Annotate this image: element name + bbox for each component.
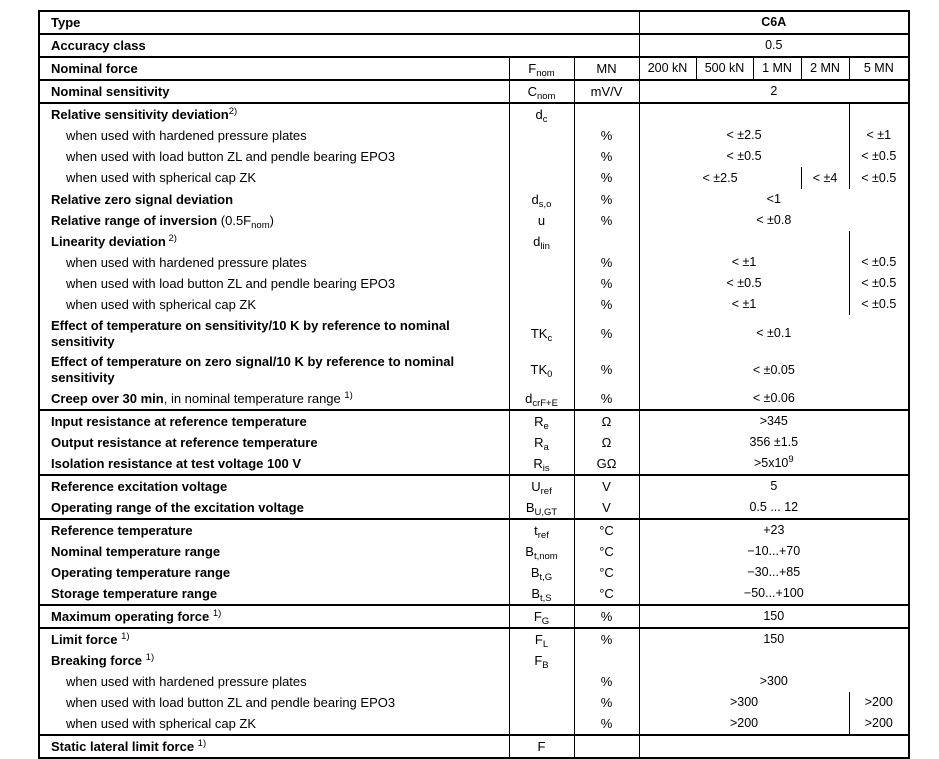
param-label: Reference excitation voltage xyxy=(51,478,228,494)
param-symbol: $R_e$ xyxy=(509,410,574,432)
param-unit: % xyxy=(574,252,639,273)
table-row-sens-dev-hardened-pressure-plates xyxy=(39,125,909,146)
param-symbol: $F_G$ xyxy=(509,605,574,628)
param-label: when used with spherical cap ZK xyxy=(66,170,257,186)
param-label: Relative sensitivity deviation$^{2)}$ xyxy=(51,105,238,122)
param-label: when used with hardened pressure plates xyxy=(66,254,307,270)
param-label: Reference temperature xyxy=(51,522,193,538)
param-symbol xyxy=(509,146,574,167)
table-row-relative-sensitivity-deviation xyxy=(39,103,909,125)
value-cell: C6A xyxy=(639,11,909,34)
value-cell xyxy=(849,103,909,125)
param-symbol xyxy=(509,125,574,146)
param-label: Operating temperature range xyxy=(51,564,231,580)
value-cell: < ±0.5 xyxy=(639,273,849,294)
param-symbol xyxy=(509,294,574,315)
param-label: Isolation resistance at test voltage 100 V xyxy=(39,453,509,475)
param-symbol xyxy=(509,252,574,273)
param-unit xyxy=(574,735,639,758)
param-label: Linearity deviation $^{2)}$ xyxy=(51,232,177,249)
value-cell: < ±0.06 xyxy=(639,388,909,410)
param-unit: °C xyxy=(574,541,639,562)
value-cell xyxy=(639,231,849,252)
table-row-limit-force xyxy=(39,628,909,650)
table-row-relative-zero-signal-deviation xyxy=(39,189,909,210)
param-symbol: $B_{t,G}$ xyxy=(509,562,574,583)
table-row-lin-dev-hardened-pressure-plates xyxy=(39,252,909,273)
table-row-nominal-force xyxy=(39,57,909,80)
param-label: when used with spherical cap ZK xyxy=(39,713,509,735)
value-cell: 2 xyxy=(639,80,909,103)
value-cell: < ±0.8 xyxy=(639,210,909,231)
param-unit: % xyxy=(574,125,639,146)
table-row-creep-over-30-min xyxy=(39,388,909,410)
value-cell: < ±0.5 xyxy=(849,167,909,189)
param-label: Accuracy class xyxy=(39,34,639,57)
param-unit: % xyxy=(574,605,639,628)
param-unit xyxy=(574,650,639,671)
table-row-lin-dev-load-button-zl xyxy=(39,273,909,294)
value-cell: <1 xyxy=(639,189,909,210)
table-row-breaking-hardened-pressure-plates xyxy=(39,671,909,692)
param-label: Nominal temperature range xyxy=(51,543,221,559)
table-row-reference-temperature xyxy=(39,519,909,541)
table-row-type xyxy=(39,11,909,34)
param-unit: % xyxy=(574,628,639,650)
param-unit: % xyxy=(574,388,639,410)
param-unit: % xyxy=(574,692,639,713)
value-cell: 500 kN xyxy=(696,57,753,80)
spec-table xyxy=(38,10,910,759)
value-cell: >300 xyxy=(639,692,849,713)
table-row-isolation-resistance xyxy=(39,453,909,475)
param-symbol: F xyxy=(509,735,574,758)
param-unit: % xyxy=(574,294,639,315)
value-cell: 150 xyxy=(639,605,909,628)
param-symbol: $F_B$ xyxy=(509,650,574,671)
param-label: when used with hardened pressure plates xyxy=(66,673,307,689)
table-row-input-resistance xyxy=(39,410,909,432)
param-label: Type xyxy=(39,11,639,34)
value-cell: −50...+100 xyxy=(639,583,909,605)
table-row-storage-temperature-range xyxy=(39,583,909,605)
table-row-operating-temperature-range xyxy=(39,562,909,583)
param-unit: GΩ xyxy=(574,453,639,475)
param-unit: mV/V xyxy=(574,80,639,103)
param-symbol: $t_{ref}$ xyxy=(509,519,574,541)
table-row-lin-dev-spherical-cap-zk xyxy=(39,294,909,315)
value-cell: 2 MN xyxy=(801,57,849,80)
param-unit: % xyxy=(574,315,639,352)
param-label: when used with load button ZL and pendle bearing EPO3 xyxy=(66,694,396,710)
table-row-operating-range-excitation-voltage xyxy=(39,497,909,519)
param-unit: °C xyxy=(574,519,639,541)
table-row-temp-effect-on-sensitivity xyxy=(39,315,909,352)
param-unit: % xyxy=(574,671,639,692)
value-cell: >300 xyxy=(639,671,909,692)
param-symbol: $C_{nom}$ xyxy=(509,80,574,103)
value-cell: >345 xyxy=(639,410,909,432)
value-cell: < ±0.5 xyxy=(849,294,909,315)
table-row-reference-excitation-voltage xyxy=(39,475,909,497)
param-symbol xyxy=(509,692,574,713)
table-row-breaking-load-button-zl xyxy=(39,692,909,713)
table-row-nominal-temperature-range xyxy=(39,541,909,562)
value-cell: >200 xyxy=(849,692,909,713)
table-row-sens-dev-spherical-cap-zk xyxy=(39,167,909,189)
value-cell: < ±0.05 xyxy=(639,352,909,388)
table-row-maximum-operating-force xyxy=(39,605,909,628)
param-label: when used with hardened pressure plates xyxy=(66,127,307,143)
param-symbol: u xyxy=(509,210,574,231)
param-unit: V xyxy=(574,475,639,497)
value-cell: 200 kN xyxy=(639,57,696,80)
param-label: Nominal force xyxy=(39,57,509,80)
table-row-temp-effect-on-zero-signal xyxy=(39,352,909,388)
value-cell: 0.5 xyxy=(639,34,909,57)
param-symbol: $F_L$ xyxy=(509,628,574,650)
param-symbol: $d_c$ xyxy=(509,103,574,125)
value-cell: 356 ±1.5 xyxy=(639,432,909,453)
param-symbol: $B_{t,S}$ xyxy=(509,583,574,605)
param-label: Input resistance at reference temperature xyxy=(51,413,307,429)
table-row-static-lateral-limit-force xyxy=(39,735,909,758)
value-cell xyxy=(849,231,909,252)
table-row-breaking-force xyxy=(39,650,909,671)
value-cell: < ±2.5 xyxy=(639,125,849,146)
param-label: Effect of temperature on sensitivity/10 K by reference to nominal sensitivity xyxy=(51,317,450,349)
param-symbol: $d_{crF+E}$ xyxy=(509,388,574,410)
param-label: Static lateral limit force $^{1)}$ xyxy=(51,737,207,754)
table-row-sens-dev-load-button-zl xyxy=(39,146,909,167)
param-symbol: $B_{U,GT}$ xyxy=(509,497,574,519)
value-cell: < ±1 xyxy=(639,252,849,273)
value-cell: < ±0.5 xyxy=(849,273,909,294)
param-symbol: $F_{nom}$ xyxy=(509,57,574,80)
param-label: when used with load button ZL and pendle bearing EPO3 xyxy=(66,275,396,291)
value-cell: −30...+85 xyxy=(639,562,909,583)
value-cell: +23 xyxy=(639,519,909,541)
table-row-nominal-sensitivity xyxy=(39,80,909,103)
param-label: when used with load button ZL and pendle bearing EPO3 xyxy=(66,148,396,164)
param-label: Effect of temperature on zero signal/10 K by reference to nominal sensitivity xyxy=(51,354,455,385)
param-label: when used with spherical cap ZK xyxy=(66,296,257,312)
param-symbol: $B_{t,nom}$ xyxy=(509,541,574,562)
param-symbol xyxy=(509,167,574,189)
param-symbol: $R_a$ xyxy=(509,432,574,453)
spec-table-body xyxy=(39,11,909,758)
param-unit: % xyxy=(574,713,639,735)
param-unit: % xyxy=(574,273,639,294)
param-symbol: $TK_0$ xyxy=(509,352,574,388)
param-symbol xyxy=(509,671,574,692)
param-unit: MN xyxy=(574,57,639,80)
param-label: Operating range of the excitation voltage xyxy=(39,497,509,519)
value-cell: >200 xyxy=(849,713,909,735)
param-unit: °C xyxy=(574,583,639,605)
param-unit xyxy=(574,103,639,125)
value-cell: >200 xyxy=(639,713,849,735)
param-unit: % xyxy=(574,210,639,231)
param-unit xyxy=(574,231,639,252)
param-unit: °C xyxy=(574,562,639,583)
param-symbol: $d_{s,o}$ xyxy=(509,189,574,210)
param-symbol: $TK_c$ xyxy=(509,315,574,352)
value-cell: 5 xyxy=(639,475,909,497)
param-label: Limit force $^{1)}$ xyxy=(51,630,130,647)
param-label: Relative range of inversion $(0.5F_{nom})$ xyxy=(51,212,274,231)
param-label: Relative zero signal deviation xyxy=(51,191,234,207)
param-unit: % xyxy=(574,146,639,167)
value-cell xyxy=(639,103,849,125)
param-label: Storage temperature range xyxy=(39,583,509,605)
value-cell: < ±4 xyxy=(801,167,849,189)
value-cell: < ±1 xyxy=(639,294,849,315)
param-label: Output resistance at reference temperature xyxy=(51,434,318,450)
value-cell xyxy=(639,650,909,671)
value-cell: 5 MN xyxy=(849,57,909,80)
table-row-breaking-spherical-cap-zk xyxy=(39,713,909,735)
table-row-linearity-deviation xyxy=(39,231,909,252)
value-cell: < ±2.5 xyxy=(639,167,801,189)
value-cell: < ±0.5 xyxy=(849,252,909,273)
param-unit: % xyxy=(574,167,639,189)
table-row-accuracy-class xyxy=(39,34,909,57)
param-symbol xyxy=(509,273,574,294)
value-cell: 1 MN xyxy=(753,57,801,80)
param-unit: % xyxy=(574,189,639,210)
param-symbol xyxy=(509,713,574,735)
value-cell: < ±0.1 xyxy=(639,315,909,352)
param-symbol: $U_{ref}$ xyxy=(509,475,574,497)
param-unit: % xyxy=(574,352,639,388)
param-unit: Ω xyxy=(574,410,639,432)
table-row-output-resistance xyxy=(39,432,909,453)
value-cell: < ±0.5 xyxy=(639,146,849,167)
param-symbol: $R_{is}$ xyxy=(509,453,574,475)
value-cell: < ±0.5 xyxy=(849,146,909,167)
value-cell: < ±1 xyxy=(849,125,909,146)
table-row-relative-range-of-inversion xyxy=(39,210,909,231)
value-cell: 150 xyxy=(639,628,909,650)
value-cell: −10...+70 xyxy=(639,541,909,562)
param-unit: V xyxy=(574,497,639,519)
value-cell: $>5x10^9$ xyxy=(639,453,909,475)
param-label: Breaking force $^{1)}$ xyxy=(51,651,155,668)
param-label: Creep over 30 min, in nominal temperature range $^{1)}$ xyxy=(39,388,509,410)
param-unit: Ω xyxy=(574,432,639,453)
value-cell xyxy=(639,735,909,758)
param-label: Maximum operating force $^{1)}$ xyxy=(39,605,509,628)
param-label: Nominal sensitivity xyxy=(39,80,509,103)
param-symbol: $d_{lin}$ xyxy=(509,231,574,252)
value-cell: 0.5 ... 12 xyxy=(639,497,909,519)
